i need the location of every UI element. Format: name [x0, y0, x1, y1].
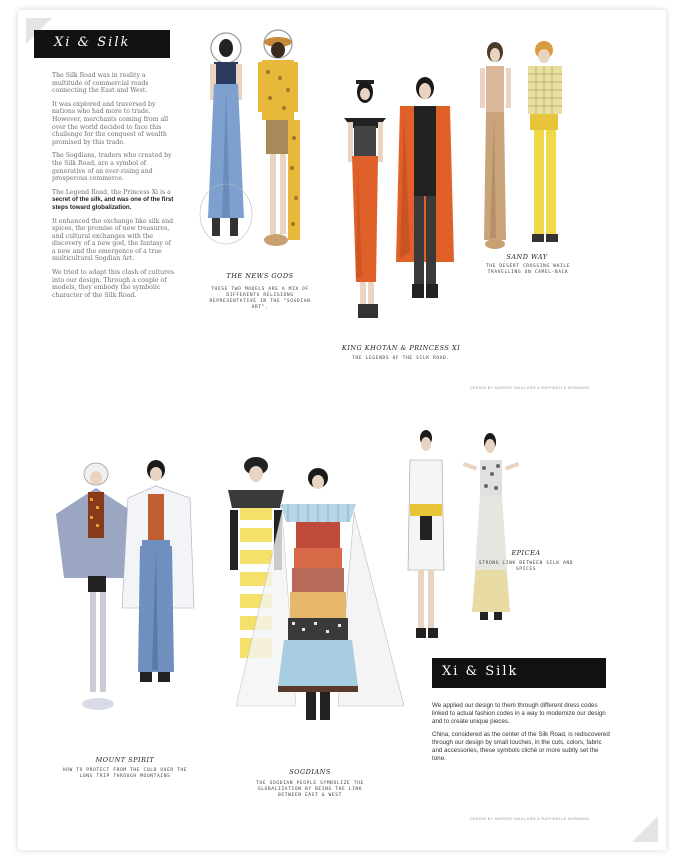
mount-spirit-illustration — [52, 458, 200, 728]
intro-paragraph: It enhanced the exchange like silk and spices, the promise of new treasures, and cultural exchanges with the discovery of a new god, the fantasy of a new and the emergence of a true multicultural Sogdian Art. — [52, 217, 174, 263]
intro-paragraph — [52, 189, 176, 212]
news-gods-label: THE NEWS GODS — [226, 272, 294, 280]
sand-way-illustration — [470, 40, 580, 260]
design-notes-paragraph: We applied our design to them through different dress codes linked to actual fashion codes in a way to modernize our design and to create unique pieces. — [432, 702, 606, 725]
intro-paragraph: It was explored and traversed by nations who had more to trade. However, merchants coming from all over the world decided to face this challenge for the conquest of wealth promised by this trade. — [52, 100, 169, 146]
intro-paragraph: We tried to adapt this clash of cultures into our design. Through a couple of models, they embody the symbolic character of the Silk Road. — [52, 269, 174, 299]
news-gods-illustration — [200, 28, 310, 268]
king-princess-illustration — [334, 72, 464, 342]
top-design-credit: DESIGN BY MARGOT MAILLARD & RAPHAELLE NORMAND — [470, 386, 590, 390]
sand-way-caption: THE DESERT CROSSING WHILE TRAVELLING ON CAMEL-BACK — [485, 264, 571, 275]
mount-spirit-caption: HOW TO PROTECT FROM THE COLD OVER THE LONG TRIP THROUGH MOUNTAINS — [62, 768, 188, 779]
mount-spirit-label: MOUNT SPIRIT — [95, 756, 155, 764]
sogdians-illustration — [218, 456, 418, 746]
intro-paragraph: The Silk Road was in reality a multitude of commercial roads connecting the East and West. — [52, 72, 149, 95]
intro-bold-text: secret of the silk, and was one of the first steps toward globalization. — [52, 196, 174, 211]
sogdians-label: SOGDIANS — [289, 768, 331, 776]
design-notes — [432, 702, 612, 769]
king-princess-caption: THE LEGENDS OF THE SILK ROAD. — [352, 356, 450, 361]
bottom-design-credit: DESIGN BY MARGOT MAILLARD & RAPHAELLE NORMAND — [470, 817, 590, 821]
sogdians-caption: THE SOGDIAN PEOPLE SYMBOLIZE THE GLOBALIZATION BY BEING THE LINK BETWEEN EAST & WEST — [256, 781, 364, 798]
epicea-caption: STRONG LINK BETWEEN SILK AND SPICES — [478, 561, 574, 572]
intro-paragraph: The Sogdians, traders who created by the Silk Road, are a symbol of generative of an ever-rising and prosperous commerce. — [52, 152, 172, 183]
intro-text — [52, 72, 176, 305]
page-title: Xi & Silk — [34, 30, 170, 58]
king-princess-label: KING KHOTAN & PRINCESS XI — [341, 344, 461, 352]
epicea-label: EPICEA — [511, 549, 541, 557]
section-title: Xi & Silk — [432, 658, 606, 688]
news-gods-caption: THESE TWO MODELS ARE A MIX OF DIFFERENTS RELIGIONS REPRESENTATIVE IN THE "SOGDIAN ART". — [209, 287, 311, 310]
design-notes-paragraph: China, considered as the center of the Silk Road, is rediscovered through our design by small touches, in the cuts, colors, fabric and accessories, these symbols cliché or more subtly set the tone. — [432, 731, 610, 762]
sand-way-label: SAND WAY — [506, 253, 548, 261]
epicea-illustration — [396, 430, 536, 650]
page-corner-fold-bottom — [632, 816, 658, 842]
intro-text-run: The Legend Road, the Princess Xi is a — [52, 188, 171, 196]
